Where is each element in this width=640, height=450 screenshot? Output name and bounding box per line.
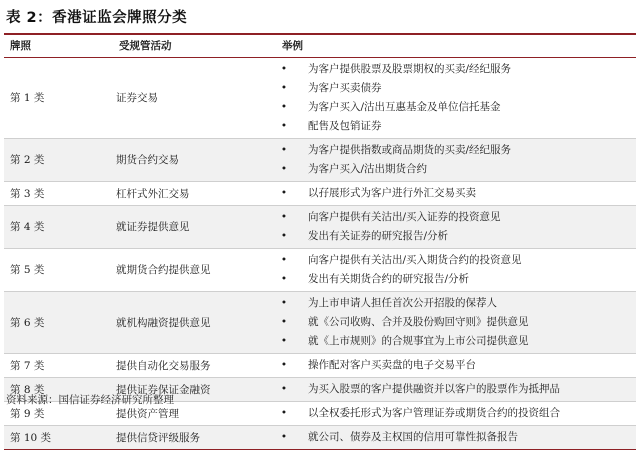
header-row [4,35,636,57]
example-text: 发出有关期货合约的研究报告/分析 [308,272,470,285]
table-row [4,425,636,449]
list-item [271,60,636,79]
examples-cell [271,377,636,401]
example-text: 就公司、债券及主权国的信用可靠性拟备报告 [308,430,518,443]
header-activity: 受规管活动 [113,35,271,57]
license-category: 第 9 类 [4,401,113,425]
bullet-icon: • [280,100,288,113]
example-text: 以孖展形式为客户进行外汇交易买卖 [308,186,476,199]
examples-list [271,60,636,136]
examples-cell [271,291,636,353]
examples-cell [271,425,636,449]
bullet-icon: • [280,315,288,328]
examples-cell [271,248,636,291]
regulated-activity: 杠杆式外汇交易 [113,181,271,205]
bullet-icon: • [280,143,288,156]
example-text: 以全权委托形式为客户管理证券或期货合约的投资组合 [308,406,560,419]
regulated-activity: 提供资产管理 [113,401,271,425]
list-item [271,141,636,160]
bullet-icon: • [280,62,288,75]
example-text: 为客户提供股票及股票期权的买卖/经纪服务 [308,62,512,75]
bullet-icon: • [280,229,288,242]
list-item [271,227,636,246]
bullet-icon: • [280,296,288,309]
examples-cell [271,57,636,138]
table-row [4,291,636,353]
example-text: 向客户提供有关沽出/买入证券的投资意见 [308,210,501,223]
examples-list [271,428,636,447]
license-category: 第 5 类 [4,248,113,291]
list-item [271,251,636,270]
bullet-icon: • [280,119,288,132]
license-category: 第 2 类 [4,138,113,181]
example-text: 为买入股票的客户提供融资并以客户的股票作为抵押品 [308,382,560,395]
examples-list [271,141,636,179]
header-examples: 举例 [271,35,636,57]
table-row [4,353,636,377]
example-text: 为客户买卖债券 [308,81,382,94]
bullet-icon: • [280,406,288,419]
list-item [271,356,636,375]
regulated-activity: 就机构融资提供意见 [113,291,271,353]
examples-list [271,184,636,203]
license-category: 第 7 类 [4,353,113,377]
example-text: 就《上市规则》的合规事宜为上市公司提供意见 [308,334,529,347]
license-category: 第 8 类 [4,377,113,401]
examples-cell [271,401,636,425]
source-note: 资料来源：国信证券经济研究所整理 [6,394,174,406]
list-item [271,98,636,117]
regulated-activity: 提供证券保证金融资 [113,377,271,401]
bullet-icon: • [280,430,288,443]
regulated-activity: 就期货合约提供意见 [113,248,271,291]
table-row [4,181,636,205]
example-text: 配售及包销证券 [308,119,382,132]
example-text: 为上市申请人担任首次公开招股的保荐人 [308,296,497,309]
table-row [4,205,636,248]
examples-list [271,251,636,289]
license-category: 第 10 类 [4,425,113,449]
examples-list [271,356,636,375]
list-item [271,270,636,289]
license-category: 第 3 类 [4,181,113,205]
example-text: 操作配对客户买卖盘的电子交易平台 [308,358,476,371]
bullet-icon: • [280,382,288,395]
license-category: 第 1 类 [4,57,113,138]
regulated-activity: 证券交易 [113,57,271,138]
regulated-activity: 提供自动化交易服务 [113,353,271,377]
example-text: 为客户买入/沽出期货合约 [308,162,428,175]
list-item [271,294,636,313]
regulated-activity: 期货合约交易 [113,138,271,181]
examples-cell [271,138,636,181]
bullet-icon: • [280,272,288,285]
table-row [4,248,636,291]
list-item [271,160,636,179]
list-item [271,313,636,332]
examples-list [271,380,636,399]
list-item [271,428,636,447]
license-category: 第 4 类 [4,205,113,248]
examples-cell [271,353,636,377]
bullet-icon: • [280,81,288,94]
examples-list [271,208,636,246]
table-row [4,57,636,138]
table-row [4,138,636,181]
example-text: 为客户买入/沽出互惠基金及单位信托基金 [308,100,501,113]
license-table [4,35,636,450]
bullet-icon: • [280,186,288,199]
list-item [271,404,636,423]
examples-cell [271,181,636,205]
list-item [271,79,636,98]
examples-list [271,404,636,423]
regulated-activity: 提供信贷评级服务 [113,425,271,449]
header-license: 牌照 [4,35,113,57]
list-item [271,208,636,227]
table-title: 表 2：香港证监会牌照分类 [6,10,188,26]
bullet-icon: • [280,334,288,347]
table-body [4,57,636,449]
bullet-icon: • [280,162,288,175]
examples-cell [271,205,636,248]
example-text: 发出有关证券的研究报告/分析 [308,229,449,242]
list-item [271,184,636,203]
bullet-icon: • [280,210,288,223]
bullet-icon: • [280,358,288,371]
example-text: 向客户提供有关沽出/买入期货合约的投资意见 [308,253,522,266]
list-item [271,332,636,351]
list-item [271,380,636,399]
example-text: 就《公司收购、合并及股份购回守则》提供意见 [308,315,529,328]
regulated-activity: 就证券提供意见 [113,205,271,248]
examples-list [271,294,636,351]
bullet-icon: • [280,253,288,266]
license-category: 第 6 类 [4,291,113,353]
example-text: 为客户提供指数或商品期货的买卖/经纪服务 [308,143,512,156]
list-item [271,117,636,136]
